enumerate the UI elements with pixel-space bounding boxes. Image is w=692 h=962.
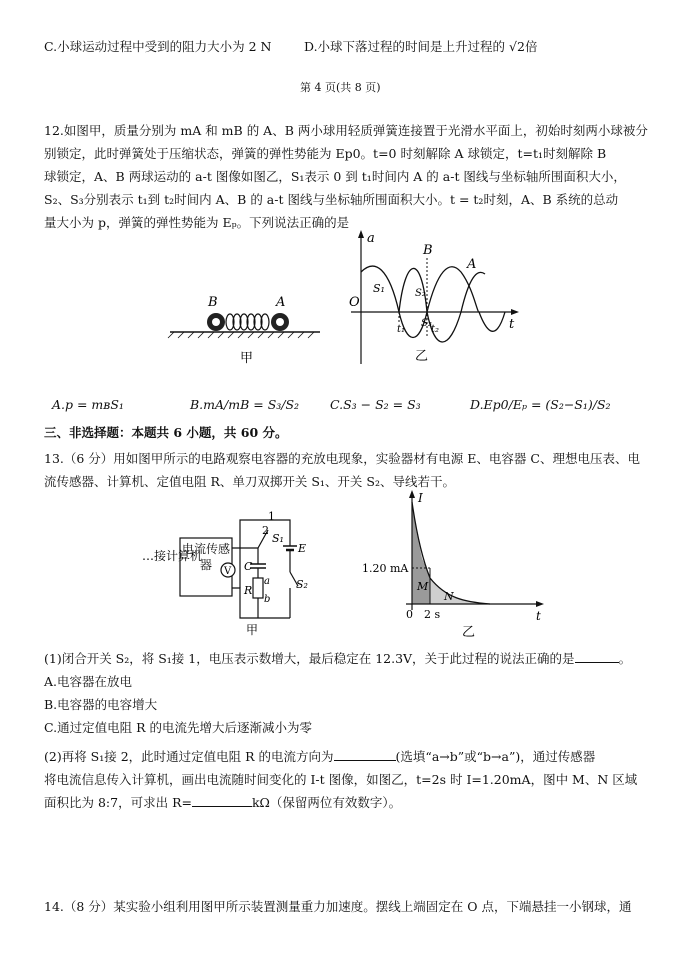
page-number: 第 4 页(共 8 页) <box>300 81 381 94</box>
label-e: E <box>298 542 307 555</box>
q12-line-2: 别锁定，此时弹簧处于压缩状态，弹簧的弹性势能为 Ep0。t=0 时刻解除 A 球锁定，t=t₁时刻解除 B <box>44 146 607 161</box>
t1-label: t₁ <box>397 324 406 335</box>
axis-i-label: I <box>418 491 423 505</box>
label-a: a <box>264 576 270 587</box>
label-s1: S₁ <box>272 532 284 545</box>
graph-caption: 乙 <box>462 625 476 638</box>
q12-line-3: 球锁定，A、B 两球运动的 a-t 图像如图乙，S₁表示 0 到 t₁时间内 A 的 a-t 图线与坐标轴所围面积大小， <box>44 169 626 184</box>
q13-sub1-text: (1)闭合开关 S₂，将 S₁接 1，电压表示数增大，最后稳定在 12.3V，关于此过程的说法正确的是 。 <box>44 651 632 666</box>
q11-option-d: D.小球下落过程的时间是上升过程的 √2倍 <box>304 39 538 54</box>
s2-label: S₂ <box>415 288 426 299</box>
curve-b <box>399 268 485 342</box>
region-n-fill <box>430 578 490 604</box>
q12-option-b: B.mA/mB = S₃/S₂ <box>190 397 300 412</box>
spring <box>226 314 269 330</box>
label-s2: S₂ <box>296 578 308 591</box>
axis-t-label: t <box>509 317 515 332</box>
origin-label: O <box>349 295 360 310</box>
label-b: b <box>264 594 271 605</box>
q12-option-c: C.S₃ − S₂ = S₃ <box>330 397 421 412</box>
curve-b-label: B <box>423 243 433 258</box>
circuit-caption: 甲 <box>246 623 259 637</box>
axis-t-label: t <box>536 609 541 623</box>
q13-line-2: 流传感器、计算机、定值电阻 R、单刀双掷开关 S₁、开关 S₂、导线若干。 <box>44 474 455 489</box>
t2-label: t₂ <box>431 324 440 335</box>
q12-option-d: D.Ep0/Eₚ = (S₂−S₁)/S₂ <box>470 397 611 412</box>
q11-option-c: C.小球运动过程中受到的阻力大小为 2 N <box>44 39 272 54</box>
region-n-label: N <box>444 590 454 603</box>
section-3-header: 三、非选择题：本题共 6 小题，共 60 分。 <box>44 425 288 440</box>
q12-option-a: A.p = mʙS₁ <box>52 397 124 412</box>
voltmeter-label: V <box>224 566 232 577</box>
q12-figure-at-graph <box>345 228 525 368</box>
label-b: B <box>208 295 218 310</box>
computer-label: …接计算机 <box>142 549 203 563</box>
sensor-label: 电流传感器 <box>182 542 230 572</box>
level-label: 1.20 mA <box>362 562 409 575</box>
q13-sub2-line-3: 面积比为 8:7，可求出 R= kΩ（保留两位有效数字）。 <box>44 795 402 810</box>
q13-sub1-option-b: B.电容器的电容增大 <box>44 697 158 712</box>
q13-it-graph <box>360 490 550 638</box>
curve-a-label: A <box>467 257 477 272</box>
label-a: A <box>276 295 286 310</box>
s1-label: S₁ <box>373 282 385 295</box>
resistor <box>253 578 263 598</box>
s3-label: S₃ <box>421 318 432 329</box>
q13-sub2-line-1: (2)再将 S₁接 2，此时通过定值电阻 R 的电流方向为 (选填“a→b”或“b→a”)，通过传感器 <box>44 749 596 764</box>
q12-line-1: 12.如图甲，质量分别为 mA 和 mB 的 A、B 两小球用轻质弹簧连接置于光滑水平面上，初始时刻两小球被分 <box>44 123 648 138</box>
q13-sub1-answer-blank[interactable] <box>575 650 619 663</box>
q12-line-4: S₂、S₃分别表示 t₁到 t₂时间内 A、B 的 a-t 图线与坐标轴所围面积大小。t = t₂时刻，A、B 系统的总动 <box>44 192 619 207</box>
label-c: C <box>244 560 253 573</box>
axis-a-label: a <box>367 231 375 246</box>
tick-2s-label: 2 s <box>424 608 441 621</box>
region-m-label: M <box>417 580 429 593</box>
label-r: R <box>244 584 253 597</box>
switch-contact-1: 1 <box>268 510 275 523</box>
fig-jia-caption: 甲 <box>240 351 254 366</box>
q13-sub1-option-a: A.电容器在放电 <box>44 674 133 689</box>
q13-sub2-direction-blank[interactable] <box>334 748 396 761</box>
q12-figure-spring <box>160 280 330 370</box>
q13-sub2-line-2: 将电流信息传入计算机，画出电流随时间变化的 I-t 图像，如图乙，t=2s 时 I=1.20mA，图中 M、N 区域 <box>44 772 638 787</box>
q13-sub1-option-c: C.通过定值电阻 R 的电流先增大后逐渐减小为零 <box>44 720 312 735</box>
q14-line-1: 14.（8 分）某实验小组利用图甲所示装置测量重力加速度。摆线上端固定在 O 点，下端悬挂一小钢球，通 <box>44 899 632 914</box>
q13-line-1: 13.（6 分）用如图甲所示的电路观察电容器的充放电现象，实验器材有电源 E、电容器 C、理想电压表、电 <box>44 451 640 466</box>
q12-line-5: 量大小为 p，弹簧的弹性势能为 Eₚ。下列说法正确的是 <box>44 215 350 230</box>
q13-circuit-diagram <box>140 508 320 638</box>
origin-label: 0 <box>406 608 413 621</box>
q13-sub2-resistance-blank[interactable] <box>192 794 252 807</box>
fig-yi-caption: 乙 <box>415 349 429 364</box>
switch-contact-2: 2 <box>262 524 269 537</box>
